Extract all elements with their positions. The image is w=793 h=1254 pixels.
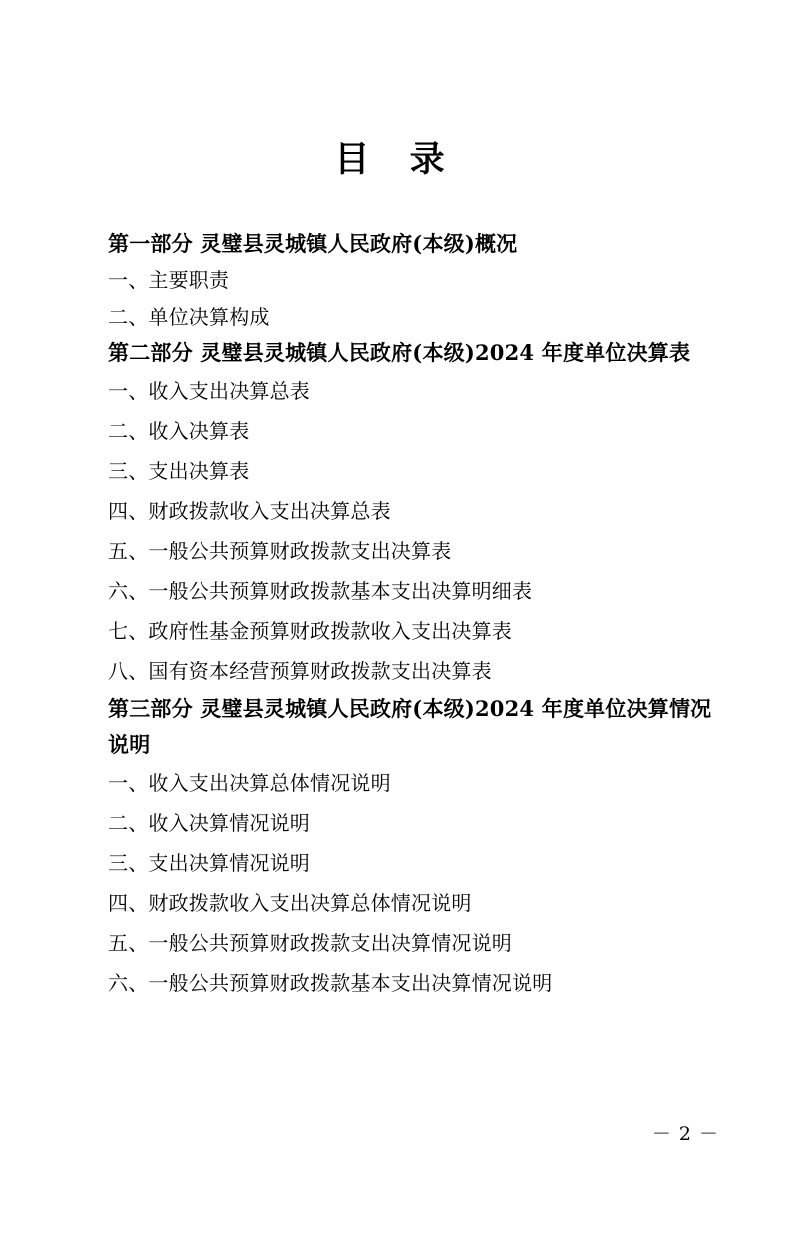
toc-entry: 三、支出决算情况说明 [108,851,310,875]
toc-entry: 四、财政拨款收入支出决算总体情况说明 [108,891,472,915]
toc-section-part-1 [108,226,715,335]
toc-heading: 第二部分 灵璧县灵城镇人民政府(本级)2024 年度单位决算表 [108,340,691,365]
toc-entry: 六、一般公共预算财政拨款基本支出决算明细表 [108,579,533,603]
toc-entry: 一、收入支出决算总体情况说明 [108,771,391,795]
toc-entry: 三、支出决算表 [108,459,250,483]
toc-entry: 二、单位决算构成 [108,304,270,329]
toc-entry: 四、财政拨款收入支出决算总表 [108,499,391,523]
toc-entry: 一、收入支出决算总表 [108,379,310,403]
toc-entry: 六、一般公共预算财政拨款基本支出决算情况说明 [108,971,553,995]
toc-heading: 第一部分 灵璧县灵城镇人民政府(本级)概况 [108,231,518,256]
toc-entry: 五、一般公共预算财政拨款支出决算情况说明 [108,931,512,955]
toc-heading: 第三部分 灵璧县灵城镇人民政府(本级)2024 年度单位决算情况说明 [108,696,712,757]
page-title: 目 录 [334,139,459,180]
toc-entry: 五、一般公共预算财政拨款支出决算表 [108,539,452,563]
toc-section-part-3 [108,691,715,1003]
toc-entry: 八、国有资本经营预算财政拨款支出决算表 [108,659,492,683]
document-page [0,132,793,1254]
table-of-contents [0,226,793,1003]
toc-entry: 二、收入决算情况说明 [108,811,310,835]
toc-entry: 七、政府性基金预算财政拨款收入支出决算表 [108,619,512,643]
toc-entry: 二、收入决算表 [108,419,250,443]
toc-section-part-2 [108,335,715,691]
page-number: － 2 － [651,1123,719,1145]
toc-entry: 一、主要职责 [108,268,230,292]
